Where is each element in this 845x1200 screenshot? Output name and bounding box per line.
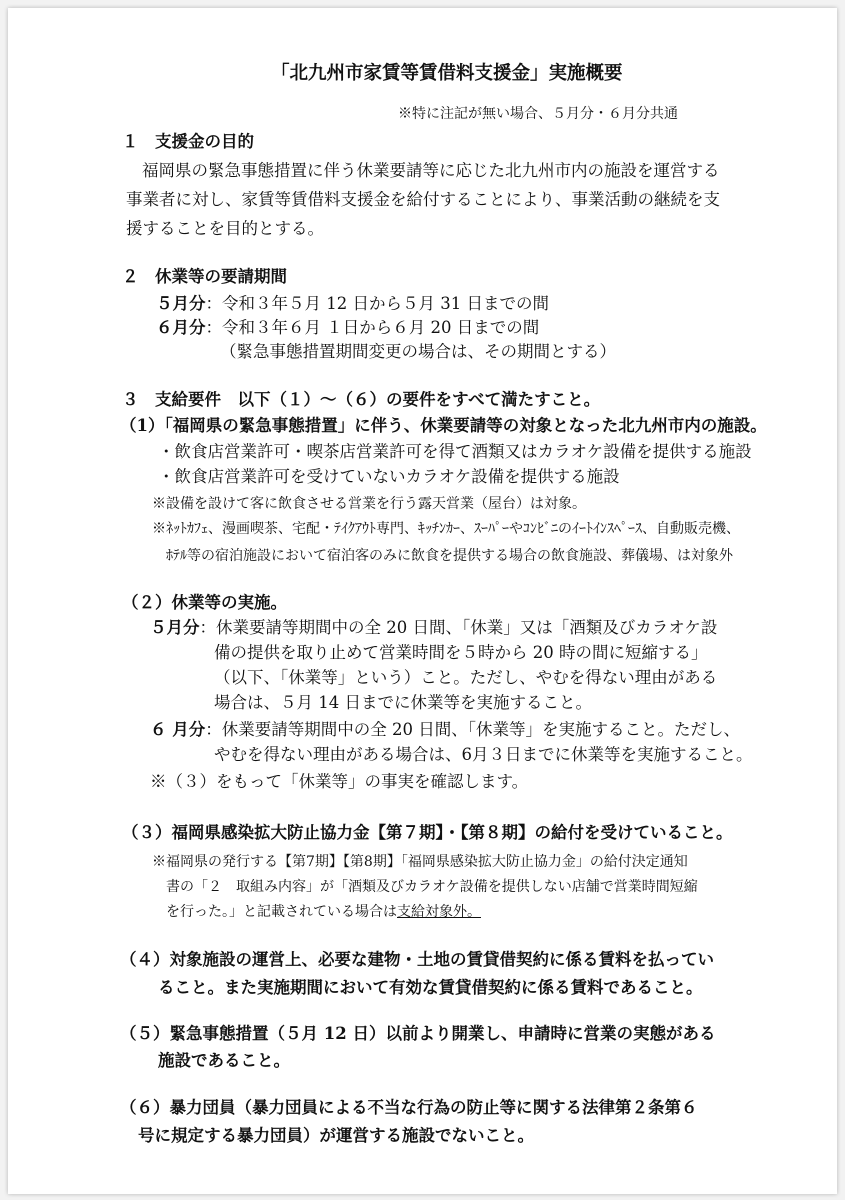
req-4-line-1: （４）対象施設の運営上、必要な建物・土地の賃貸借契約に係る賃料を払ってい [120, 950, 714, 969]
period-june [156, 318, 539, 338]
period-note: （緊急事態措置期間変更の場合は、その期間とする） [220, 342, 616, 361]
req-2-june-line-2: やむを得ない理由がある場合は、6月３日までに休業等を実施すること。 [214, 745, 753, 764]
req-6-line-2: 号に規定する暴力団員）が運営する施設でないこと。 [138, 1126, 534, 1145]
document-page [8, 8, 837, 1194]
req-3-emphasis: 支給対象外。 [397, 904, 481, 920]
req-4-line-2: ること。また実施期間において有効な賃貸借契約に係る賃料であること。 [158, 978, 703, 997]
req-2-june-line-1 [150, 720, 740, 740]
req-1-note-1: ※設備を設けて客に飲食させる営業を行う露天営業（屋台）は対象。 [152, 496, 586, 512]
section-1-line-2: 事業者に対し、家賃等賃借料支援金を給付することにより、事業活動の継続を支 [126, 190, 720, 209]
req-5-line-2: 施設であること。 [158, 1051, 290, 1070]
period-june-text: ：令和３年６月 １日から６月 20 日までの間 [205, 318, 540, 337]
req-6-line-1: （６）暴力団員（暴力団員による不当な行為の防止等に関する法律第２条第６ [120, 1098, 698, 1117]
common-note: ※特に注記が無い場合、５月分・６月分共通 [398, 106, 678, 122]
req-1-note-3: ﾎﾃﾙ等の宿泊施設において宿泊客のみに飲食を提供する場合の飲食施設、葬儀場、は対象外 [166, 548, 733, 564]
req-2-may-line-2: 備の提供を取り止めて営業時間を５時から 20 時の間に短縮する」 [214, 643, 708, 662]
req-2-may-line-4: 場合は、５月 14 日までに休業等を実施すること。 [214, 693, 592, 712]
req-2-may-line-1 [150, 618, 717, 638]
req-1-note-2: ※ﾈｯﾄｶﾌｪ、漫画喫茶、宅配・ﾃｲｸｱｳﾄ専門、ｷｯﾁﾝｶｰ、ｽｰﾊﾟｰやｺﾝﾋﾞﾆのｲｰﾄｲﾝｽﾍﾟｰｽ、自動販売機、 [152, 521, 740, 537]
req-5-line-1: （５）緊急事態措置（５月 12 日）以前より開業し、申請時に営業の実態がある [120, 1024, 716, 1043]
section-3-heading: ３ 支給要件 以下（１）～（６）の要件をすべて満たすこと。 [122, 390, 601, 409]
req-2-may-label: ５月分 [150, 618, 200, 637]
req-3-note-2: 書の「２ 取組み内容」が「酒類及びカラオケ設備を提供しない店舗で営業時間短縮 [166, 879, 698, 895]
period-may-label: ５月分 [156, 294, 206, 313]
req-1-item-1: ・飲食店営業許可・喫茶店営業許可を得て酒類又はカラオケ設備を提供する施設 [158, 442, 752, 461]
period-may [156, 294, 549, 314]
period-june-label: ６月分 [156, 318, 206, 337]
req-2-june-label: ６ 月分 [150, 720, 206, 739]
section-1-heading: １ 支援金の目的 [122, 132, 254, 151]
section-1-line-3: 援することを目的とする。 [126, 219, 324, 238]
req-3-note-3 [166, 902, 481, 922]
req-2-may-text-1: ：休業要請等期間中の全 20 日間、「休業」又は「酒類及びカラオケ設 [199, 618, 718, 637]
req-2-note: ※（３）をもって「休業等」の事実を確認します。 [150, 772, 529, 791]
req-2-may-line-3: （以下、「休業等」という）こと。ただし、やむを得ない理由がある [214, 668, 718, 687]
document-title: 「北九州市家賃等賃借料支援金」実施概要 [271, 63, 623, 84]
req-3-heading: （３）福岡県感染拡大防止協力金【第７期】・【第８期】の給付を受けていること。 [122, 823, 733, 842]
req-1-heading: （1）「福岡県の緊急事態措置」に伴う、休業要請等の対象となった北九州市内の施設。 [120, 416, 767, 435]
req-3-note-1: ※福岡県の発行する【第7期】【第8期】「福岡県感染拡大防止協力金」の給付決定通知 [152, 854, 688, 870]
section-1-line-1: 福岡県の緊急事態措置に伴う休業要請等に応じた北九州市内の施設を運営する [142, 161, 720, 180]
period-may-text: ：令和３年５月 12 日から５月 31 日までの間 [205, 294, 549, 313]
req-2-heading: （２）休業等の実施。 [122, 593, 287, 612]
req-1-item-2: ・飲食店営業許可を受けていないカラオケ設備を提供する施設 [158, 467, 620, 486]
req-3-note-3-text: を行った。」と記載されている場合は [166, 904, 397, 920]
req-2-june-text-1: ：休業要請等期間中の全 20 日間、「休業等」を実施すること。ただし、 [205, 720, 740, 739]
section-2-heading: ２ 休業等の要請期間 [122, 267, 287, 286]
